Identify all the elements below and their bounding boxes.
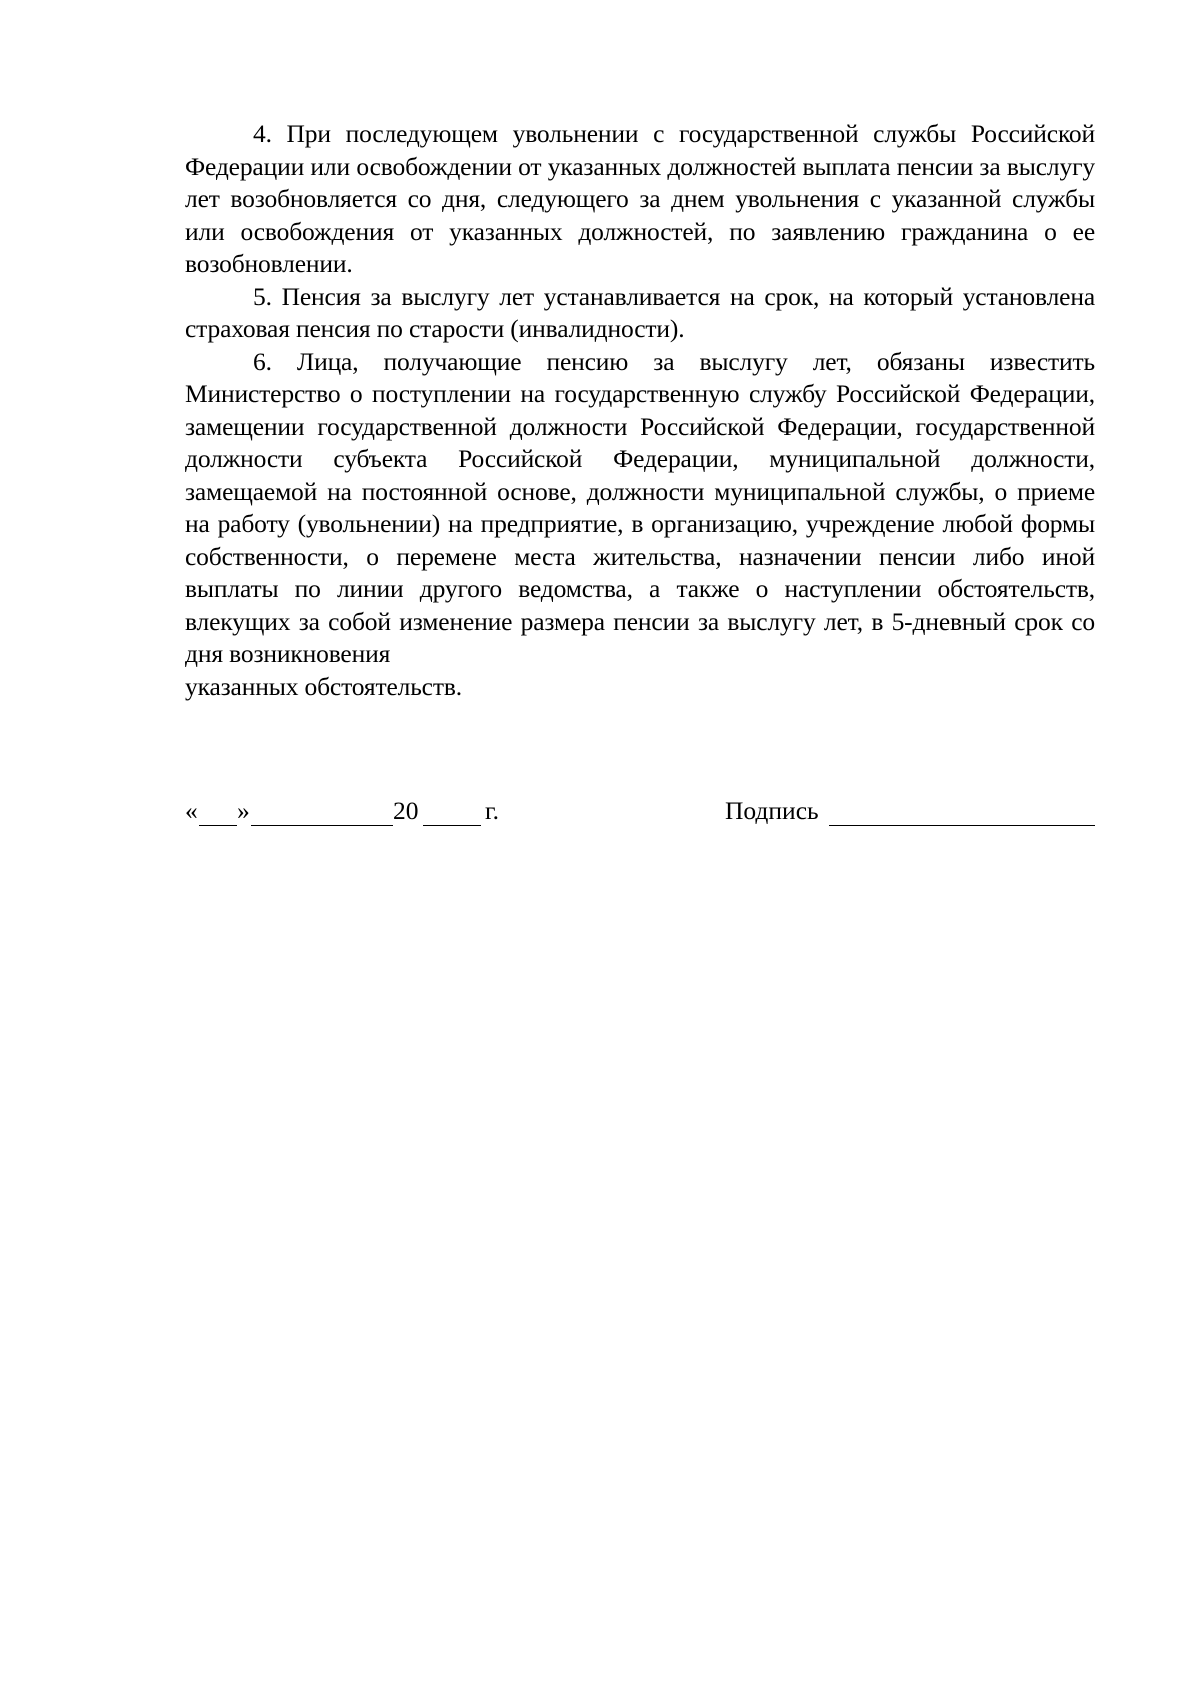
year-blank[interactable] <box>423 825 481 826</box>
signature-label: Подпись <box>725 796 819 825</box>
day-blank[interactable] <box>199 825 237 826</box>
year-prefix: 20 <box>393 796 419 825</box>
quote-close: » <box>237 796 250 825</box>
quote-open: « <box>185 796 198 825</box>
paragraph-4: 4. При последующем увольнении с государственной службы Российской Федерации или освобождении от указанных должностей выплата пенсии за выслугу лет возобновляется со дня, следующего за днем увольнения с указанной службы или освобождения от указанных должностей, по заявлению гражданина о ее возобновлении. <box>185 119 1095 278</box>
paragraph-5: 5. Пенсия за выслугу лет устанавливается на срок, на который установлена страховая пенсия по старости (инвалидности). <box>185 281 1095 343</box>
paragraph-6: 6. Лица, получающие пенсию за выслугу лет, обязаны известить Министерство о поступлении на государственную службу Российской Федерации, замещении государственной должности Российской Федерации, государственной должности субъекта Российской Федерации, муниципальной должности, замещаемой на постоянной основе, должности муниципальной службы, о приеме на работу (увольнении) на предприятие, в организацию, учреждение любой формы собственности, о перемене места жительства, назначении пенсии либо иной выплаты по линии другого ведомства, а также о наступлении обстоятельств, влекущих за собой изменение размера пенсии за выслугу лет, в 5-дневный срок со дня возникновения <box>185 346 1095 668</box>
signature-row <box>185 795 1095 835</box>
document-body <box>185 118 1095 703</box>
year-suffix: г. <box>485 796 499 825</box>
signature-field <box>725 795 1095 831</box>
paragraph-6-tail: указанных обстоятельств. <box>185 671 462 701</box>
month-blank[interactable] <box>251 825 393 826</box>
signature-blank[interactable] <box>829 825 1095 826</box>
